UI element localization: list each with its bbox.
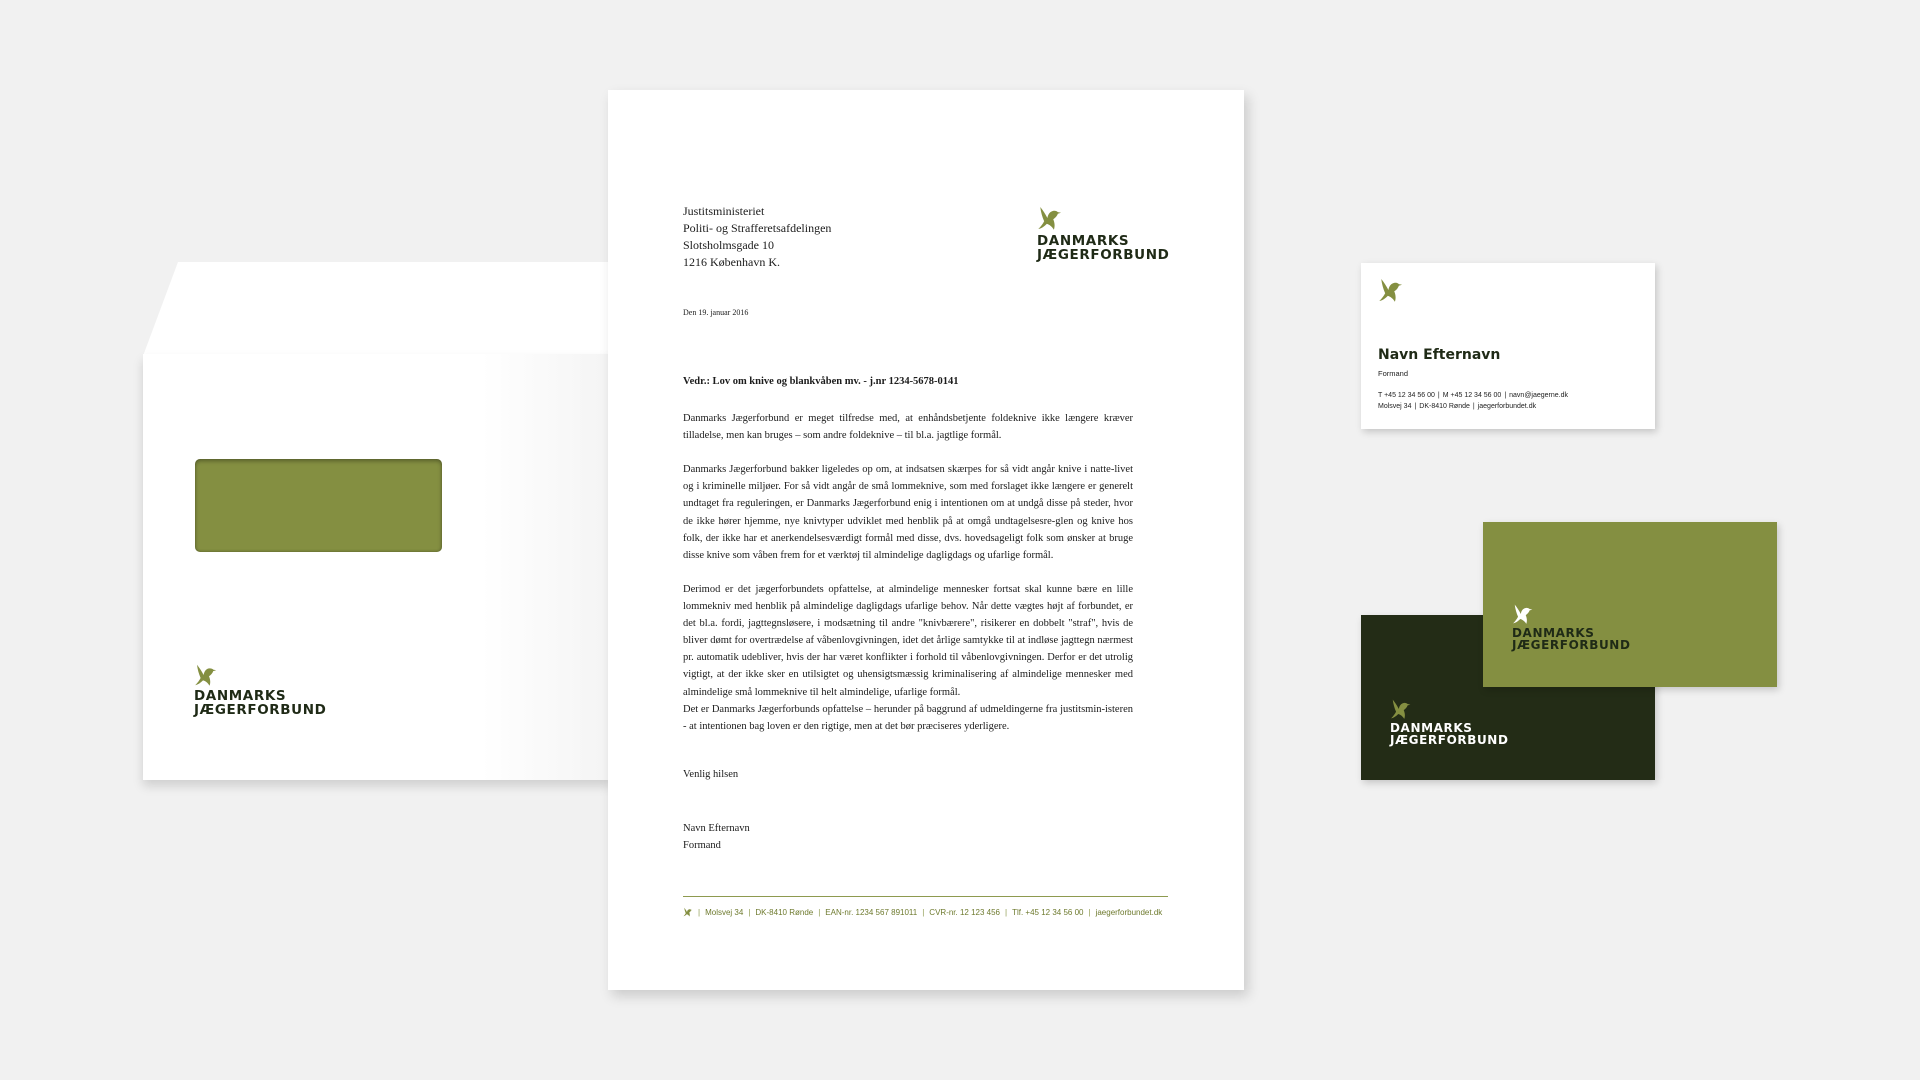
letter-date: Den 19. januar 2016: [683, 308, 749, 317]
card-phone: T +45 12 34 56 00: [1378, 392, 1435, 399]
letter-body: [683, 410, 1133, 752]
recipient-address: Justitsministeriet Politi- og Strafferetsafdelingen Slotsholmsgade 10 1216 København K.: [683, 204, 832, 269]
bird-icon: [683, 907, 693, 917]
signer-title: Formand: [683, 840, 721, 851]
bird-icon: [1378, 277, 1404, 303]
logo-wordmark: DANMARKS JÆGERFORBUND: [1512, 626, 1631, 653]
signer-name: Navn Efternavn: [683, 823, 750, 834]
paragraph: Danmarks Jægerforbund er meget tilfredse med, at enhåndsbetjente foldeknive ikke længere kræver tilladelse, men kan bruges – som andre foldeknive – til bl.a. jagtlige formål.: [683, 413, 1133, 442]
letter-subject: Vedr.: Lov om knive og blankvåben mv. - j.nr 1234-5678-0141: [683, 376, 959, 387]
bird-icon: [1037, 205, 1063, 231]
card-logo: [1390, 698, 1509, 746]
envelope-flap: [143, 262, 613, 356]
letter-closing: Venlig hilsen: [683, 769, 739, 780]
business-card-back-green: [1483, 522, 1777, 687]
paragraph: Det er Danmarks Jægerforbunds opfattelse – herunder på baggrund af udmeldingerne fra justitsmin-isteren - at intentionen bag loven er den rigtige, men at det bør præciseres yderligere.: [683, 703, 1133, 732]
letter-signature: [683, 820, 750, 854]
card-street: Molsvej 34: [1378, 403, 1412, 410]
logo-wordmark: DANMARKS JÆGERFORBUND: [1390, 721, 1509, 748]
card-mobile: M +45 12 34 56 00: [1442, 392, 1502, 399]
footer-divider: [683, 896, 1168, 897]
footer-phone: Tlf. +45 12 34 56 00: [1012, 907, 1084, 917]
card-city: DK-8410 Rønde: [1419, 403, 1470, 410]
logo-wordmark: DANMARKS JÆGERFORBUND: [194, 688, 327, 718]
bird-icon: [194, 663, 218, 687]
card-web: jaegerforbundet.dk: [1477, 403, 1537, 410]
bird-icon: [1390, 698, 1412, 720]
footer-website: jaegerforbundet.dk: [1095, 907, 1163, 917]
envelope-address-window: [195, 459, 442, 552]
card-title: Formand: [1378, 369, 1409, 378]
card-contact: T +45 12 34 56 00 | M +45 12 34 56 00 | navn@jaegerne.dk Molsvej 34 | DK-8410 Rønde | jaegerforbundet.dk: [1378, 392, 1569, 410]
business-card-front: [1361, 263, 1655, 429]
letter-footer: | Molsvej 34 | DK-8410 Rønde | EAN-nr. 1234 567 891011 | CVR-nr. 12 123 456 | Tlf. +45 12 34 56 00 | jaegerforbundet.dk: [683, 907, 1168, 917]
footer-city: DK-8410 Rønde: [755, 907, 814, 917]
paragraph: Danmarks Jægerforbund bakker ligeledes op om, at indsatsen skærpes for så vidt angår knive i natte-livet og i kriminelle miljøer. For så vidt angår de små lommeknive, som med forslaget ikke længere er generelt undtaget fra reguleringen, er Danmarks Jægerforbund enig i intentionen om at undgå disse på steder, hvor de ikke hører hjemme, nye knivtyper udviklet med henblik på at omgå undtagelsesre-glen og knive hos folk, der ikke har et anerkendelsesværdigt formål med disse, dvs. hovedsageligt folk som ønsker at bruge disse knive som våben frem for et værktøj til almindelige dagligdags og ufarlige formål.: [683, 464, 1133, 561]
footer-cvr: CVR-nr. 12 123 456: [929, 907, 1001, 917]
card-logo: [1512, 603, 1631, 651]
letterhead-logo: [1037, 205, 1169, 263]
card-name: Navn Efternavn: [1378, 347, 1501, 363]
footer-ean: EAN-nr. 1234 567 891011: [825, 907, 918, 917]
bird-icon: [1512, 603, 1534, 625]
paragraph: Derimod er det jægerforbundets opfattelse, at almindelige mennesker fortsat skal kunne bære en lille lommekniv med henblik på almindelige dagligdags ufarlige behov. Når dette vægtes højt af forbundet, er det bl.a. fordi, jagttegnsløsere, i modsætning til andre "knivbærere", risikerer en dobbelt "straf", hvis de bliver dømt for overtrædelse af våbenlovgivningen, idet det årlige samtykke til at indløse jagttegn nærmest pr. automatik udebliver, hvis der har været konflikter i forhold til våbenlovgivningen. Derfor er det utrolig vigtigt, at der ikke sker en utilsigtet og uhensigtsmæssig kriminalisering af almindelige mennesker med almindelige små lommeknive til helt almindelige, ufarlige formål.: [683, 583, 1133, 698]
card-email: navn@jaegerne.dk: [1509, 392, 1569, 399]
logo-wordmark: DANMARKS JÆGERFORBUND: [1037, 233, 1170, 263]
envelope-logo: [194, 663, 326, 718]
letterhead-page: [608, 90, 1244, 990]
footer-address: Molsvej 34: [705, 907, 744, 917]
